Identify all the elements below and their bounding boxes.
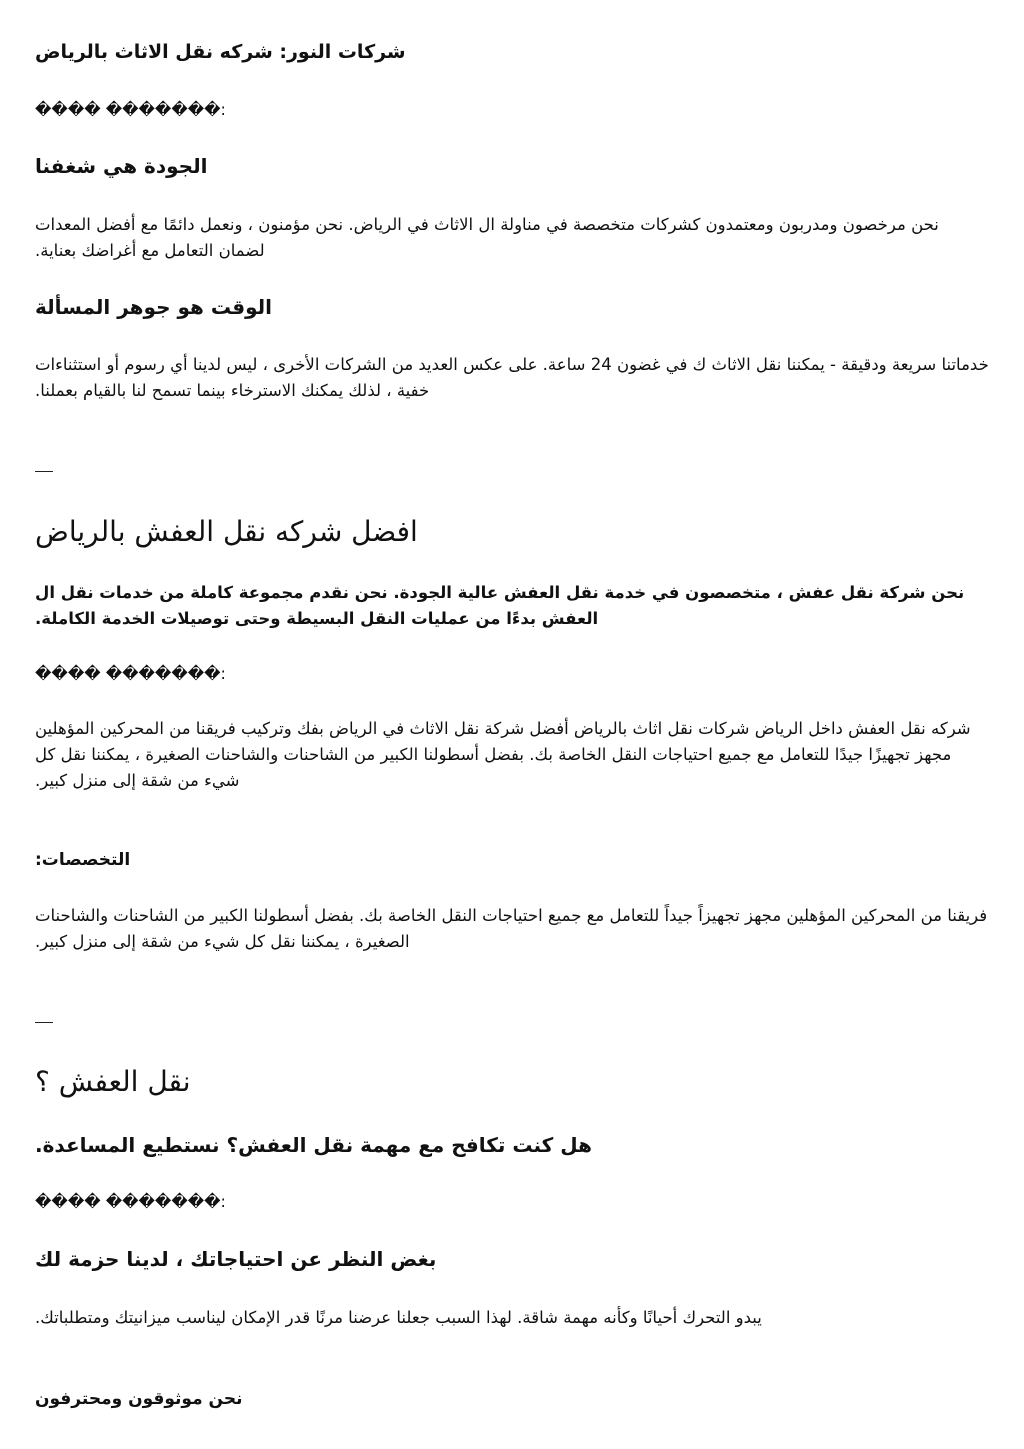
intro-bold-text: نحن شركة نقل عفش ، متخصصون في خدمة نقل العفش عالية الجودة. نحن نقدم مجموعة كاملة من خدمات نقل ال العفش بدءًا من عمليات النقل البسيطة وحتى توصيلات الخدمة الكاملة. xyxy=(35,583,965,628)
section-2-text: خدماتنا سريعة ودقيقة - يمكننا نقل الاثاث ك في غضون 24 ساعة. على عكس العديد من الشركات الأخرى ، ليس لدينا أي رسوم أو استثناءات خفية ، لذلك يمكنك الاسترخاء بينما تسمح لنا بالقيام بعملنا. xyxy=(35,355,989,400)
meta-line-2: ���� �������: xyxy=(35,664,226,683)
question-subheading: هل كنت تكافح مع مهمة نقل العفش؟ نستطيع المساعدة. xyxy=(35,1133,592,1157)
about-paragraph: شركه نقل العفش داخل الرياض شركات نقل اثاث بالرياض أفضل شركة نقل الاثاث في الرياض بفك وتركيب فريقنا من المحركين المؤهلين مجهز تجهيزًا جيدًا للتعامل مع جميع احتياجات النقل الخاصة بك. بفضل أسطولنا الكبير من الشاحنات والشاحنات الصغيرة ، يمكننا نقل كل شيء من شقة إلى منزل كبير. xyxy=(35,719,971,790)
meta-line-3: ���� �������: xyxy=(35,1192,226,1211)
trusted-heading: نحن موثوقون ومحترفون xyxy=(35,1389,243,1409)
separator-1 xyxy=(35,471,53,472)
separator-2 xyxy=(35,1022,53,1023)
specialties-text: فريقنا من المحركين المؤهلين مجهز تجهيزاً جيداً للتعامل مع جميع احتياجات النقل الخاصة بك. بفضل أسطولنا الكبير من الشاحنات والشاحنات الصغيرة ، يمكننا نقل كل شيء من شقة إلى منزل كبير. xyxy=(35,906,988,951)
section-2-heading: الوقت هو جوهر المسألة xyxy=(35,295,273,319)
question-heading: نقل العفش ؟ xyxy=(35,1065,191,1098)
section-1-text: نحن مرخصون ومدربون ومعتمدون كشركات متخصصة في مناولة ال الاثاث في الرياض. نحن مؤمنون ، ونعمل دائمًا مع أفضل المعدات لضمان التعامل مع أغراضك بعناية. xyxy=(35,215,939,260)
package-text: يبدو التحرك أحيانًا وكأنه مهمة شاقة. لهذا السبب جعلنا عرضنا مرنًا قدر الإمكان ليناسب ميزانيتك ومتطلباتك. xyxy=(35,1308,762,1327)
document-title: شركات النور: شركه نقل الاثاث بالرياض xyxy=(35,41,406,63)
main-heading: افضل شركه نقل العفش بالرياض xyxy=(35,515,418,548)
package-heading: بغض النظر عن احتياجاتك ، لدينا حزمة لك xyxy=(35,1247,437,1271)
section-1-heading: الجودة هي شغفنا xyxy=(35,154,208,178)
specialties-heading: التخصصات: xyxy=(35,850,131,870)
meta-line-1: ���� �������: xyxy=(35,100,226,119)
